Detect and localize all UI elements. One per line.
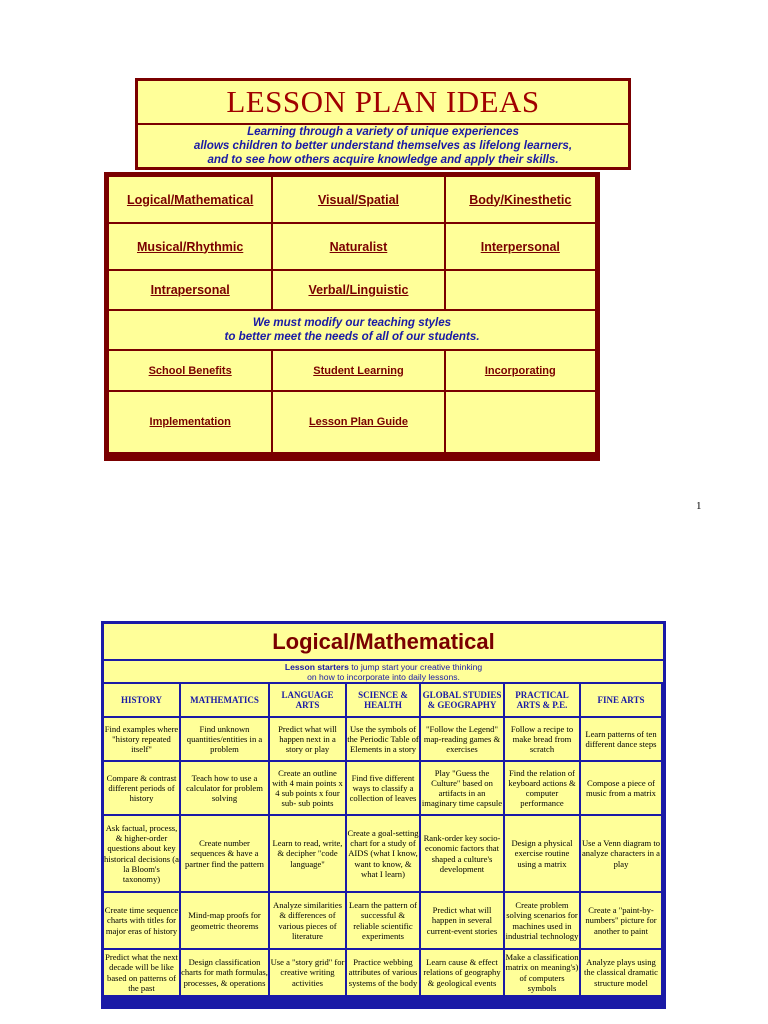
table-cell: Find five different ways to classify a collection of leaves — [347, 762, 419, 814]
table-cell: Learn to read, write, & decipher "code language" — [270, 816, 345, 891]
header-subtitle — [138, 125, 628, 167]
table-cell: Find examples where "history repeated itself" — [104, 718, 179, 760]
table-cell: Use a "story grid" for creative writing activities — [270, 950, 345, 995]
column-header: LANGUAGE ARTS — [270, 684, 345, 716]
table-row — [104, 950, 663, 995]
table-cell: Make a classification matrix on meaning's) of computers symbols — [505, 950, 579, 995]
subtitle-line: and to see how others acquire knowledge and apply their skills. — [207, 153, 559, 166]
table-cell: Predict what will happen next in a story or play — [270, 718, 345, 760]
subtitle-line: Learning through a variety of unique experiences — [247, 125, 519, 138]
table-cell: Follow a recipe to make bread from scratch — [505, 718, 579, 760]
intelligence-row — [109, 224, 595, 269]
table-cell: Compose a piece of music from a matrix — [581, 762, 661, 814]
table-cell: Design a physical exercise routine using a matrix — [505, 816, 579, 891]
link-intrapersonal[interactable]: Intrapersonal — [109, 271, 271, 309]
note-line: to better meet the needs of all of our students. — [224, 330, 480, 343]
starter-bold: Lesson starters — [284, 661, 349, 672]
column-header: SCIENCE & HEALTH — [347, 684, 419, 716]
column-header: HISTORY — [104, 684, 179, 716]
column-header: MATHEMATICS — [181, 684, 268, 716]
table-row — [104, 893, 663, 948]
lesson-starter-note — [104, 661, 663, 682]
table-row — [104, 718, 663, 760]
table-cell: Use the symbols of the Periodic Table of Elements in a story — [347, 718, 419, 760]
intelligence-row — [109, 271, 595, 309]
table-cell: Predict what will happen in several current-event stories — [421, 893, 503, 948]
link-verbal-linguistic[interactable]: Verbal/Linguistic — [273, 271, 443, 309]
link-lesson-plan-guide[interactable]: Lesson Plan Guide — [273, 392, 443, 452]
page-title: LESSON PLAN IDEAS — [138, 81, 628, 123]
table-cell: Learn cause & effect relations of geography & geological events — [421, 950, 503, 995]
table-cell: Learn patterns of ten different dance steps — [581, 718, 661, 760]
link-interpersonal[interactable]: Interpersonal — [446, 224, 595, 269]
link-body-kinesthetic[interactable]: Body/Kinesthetic — [446, 177, 595, 222]
table-cell: Create a goal-setting chart for a study of AIDS (what I know, want to know, & what I learn) — [347, 816, 419, 891]
link-logical-mathematical[interactable]: Logical/Mathematical — [109, 177, 271, 222]
modify-teaching-note — [109, 311, 595, 349]
link-naturalist[interactable]: Naturalist — [273, 224, 443, 269]
link-incorporating[interactable]: Incorporating — [446, 351, 595, 390]
table-cell: Learn the pattern of successful & reliable scientific experiments — [347, 893, 419, 948]
table-cell: Analyze plays using the classical dramatic structure model — [581, 950, 661, 995]
note-line: We must modify our teaching styles — [252, 316, 452, 329]
table-cell: Use a Venn diagram to analyze characters in a play — [581, 816, 661, 891]
link-student-learning[interactable]: Student Learning — [273, 351, 443, 390]
link-school-benefits[interactable]: School Benefits — [109, 351, 271, 390]
empty-cell — [446, 271, 595, 309]
table-cell: Find the relation of keyboard actions & computer performance — [505, 762, 579, 814]
resource-row — [109, 351, 595, 390]
table-cell: Teach how to use a calculator for problem solving — [181, 762, 268, 814]
table-cell: Analyze similarities & differences of various pieces of literature — [270, 893, 345, 948]
starter-rest: to jump start your creative thinking — [348, 661, 483, 672]
table-row — [104, 762, 663, 814]
table-cell: Create time sequence charts with titles for major eras of history — [104, 893, 179, 948]
empty-cell — [446, 392, 595, 452]
table-cell: Create number sequences & have a partner find the pattern — [181, 816, 268, 891]
table-cell: Predict what the next decade will be like based on patterns of the past — [104, 950, 179, 995]
subtitle-line: allows children to better understand themselves as lifelong learners, — [193, 139, 573, 152]
page-number: 1 — [696, 500, 702, 512]
starter-line — [285, 662, 482, 672]
table-cell: Ask factual, process, & higher-order questions about key historical decisions (a la Bloom's taxonomy) — [104, 816, 179, 891]
table-cell: Compare & contrast different periods of history — [104, 762, 179, 814]
table-cell: Rank-order key socio-economic factors that shaped a culture's development — [421, 816, 503, 891]
link-implementation[interactable]: Implementation — [109, 392, 271, 452]
table-cell: Mind-map proofs for geometric theorems — [181, 893, 268, 948]
resource-row — [109, 392, 595, 452]
section-title: Logical/Mathematical — [104, 624, 663, 659]
table-cell: Create a "paint-by-numbers" picture for another to paint — [581, 893, 661, 948]
table-row — [104, 816, 663, 891]
link-visual-spatial[interactable]: Visual/Spatial — [273, 177, 443, 222]
table-cell: Play "Guess the Culture" based on artifacts in an imaginary time capsule — [421, 762, 503, 814]
intelligence-row — [109, 177, 595, 222]
table-cell: Create an outline with 4 main points x 4 sub points x four sub- sub points — [270, 762, 345, 814]
column-header: GLOBAL STUDIES & GEOGRAPHY — [421, 684, 503, 716]
table-cell: Create problem solving scenarios for machines used in industrial technology — [505, 893, 579, 948]
table-cell: "Follow the Legend" map-reading games & exercises — [421, 718, 503, 760]
intelligences-grid — [104, 172, 600, 461]
starter-line-2: on how to incorporate into daily lessons. — [307, 671, 460, 682]
header-row — [104, 684, 663, 716]
table-cell: Find unknown quantities/entities in a problem — [181, 718, 268, 760]
link-musical-rhythmic[interactable]: Musical/Rhythmic — [109, 224, 271, 269]
column-header: PRACTICAL ARTS & P.E. — [505, 684, 579, 716]
logical-math-table — [101, 621, 666, 1009]
table-cell: Practice webbing attributes of various systems of the body — [347, 950, 419, 995]
header-box — [135, 78, 631, 170]
column-header: FINE ARTS — [581, 684, 661, 716]
table-cell: Design classification charts for math formulas, processes, & operations — [181, 950, 268, 995]
